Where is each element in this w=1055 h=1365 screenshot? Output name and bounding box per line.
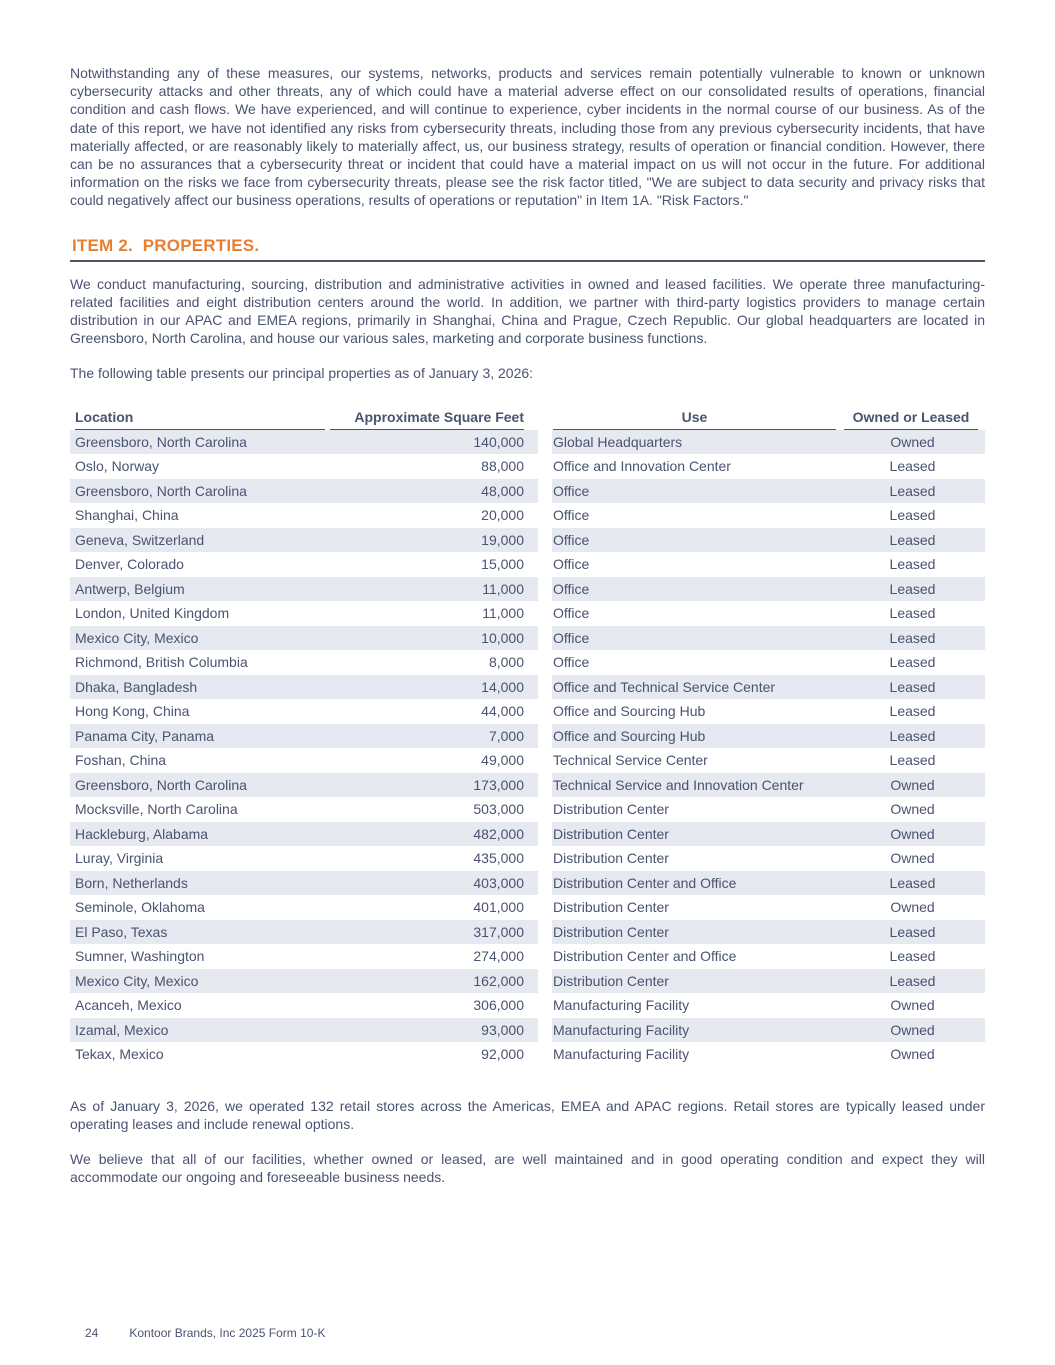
cell-spacer	[538, 969, 552, 994]
cell-own: Leased	[840, 577, 985, 602]
column-header-owned-or-leased: Owned or Leased	[840, 409, 985, 430]
table-row	[70, 601, 985, 626]
cell-use: Office and Technical Service Center	[552, 675, 840, 700]
cell-spacer	[538, 895, 552, 920]
table-row	[70, 1018, 985, 1043]
cell-use: Distribution Center	[553, 899, 669, 916]
cell-own: Owned	[840, 430, 985, 455]
item-2-properties-heading: ITEM 2. PROPERTIES.	[70, 236, 985, 262]
cell-own: Leased	[889, 605, 936, 622]
cell-loc: Mexico City, Mexico	[70, 969, 328, 994]
table-row	[70, 871, 985, 896]
table-row	[70, 846, 985, 871]
table-lead-paragraph: The following table presents our principal properties as of January 3, 2026:	[70, 365, 534, 382]
cell-sqft: 140,000	[328, 430, 538, 455]
cell-spacer	[538, 479, 552, 504]
cell-loc: Dhaka, Bangladesh	[70, 675, 328, 700]
cybersecurity-paragraph: Notwithstanding any of these measures, our systems, networks, products and services remain potentially vulnerable to known or unknown cybersecurity attacks and other threats, any of which could have a material adverse effect on our consolidated results of operations, financial condition and cash flows. We have experienced, and will continue to experience, cyber incidents in the normal course of our business. As of the date of this report, we have not identified any risks from cybersecurity threats, including those from any previous cybersecurity incidents, that have materially affected, or are reasonably likely to materially affect, us, our business strategy, results of operation or financial condition. However, there can be no assurances that a cybersecurity threat or incident that could have a material impact on us will not occur in the future. For additional information on the risks we face from cybersecurity threats, please see the risk factor titled, "We are subject to data security and privacy risks that could negatively affect our business operations, results of operations or reputation" in Item 1A. "Risk Factors."	[70, 65, 985, 209]
operations-paragraph: We conduct manufacturing, sourcing, distribution and administrative activities in owned and leased facilities. We operate three manufacturing-related facilities and eight distribution centers around the world. In addition, we partner with third-party logistics providers to manage certain distribution in our APAC and EMEA regions, primarily in Shanghai, China and Prague, Czech Republic. Our global headquarters are located in Greensboro, North Carolina, and house our various sales, marketing and corporate business functions.	[70, 275, 985, 347]
table-row	[70, 454, 985, 479]
cell-own: Leased	[840, 871, 985, 896]
cell-use: Manufacturing Facility	[552, 1018, 840, 1043]
properties-table-body	[70, 430, 985, 1067]
cell-loc: Tekax, Mexico	[75, 1046, 164, 1063]
cell-loc: Geneva, Switzerland	[70, 528, 328, 553]
column-header-use: Use	[552, 409, 840, 430]
cell-use: Distribution Center	[552, 822, 840, 847]
cell-sqft: 11,000	[482, 605, 524, 622]
cell-own: Owned	[890, 801, 935, 818]
cell-loc: London, United Kingdom	[75, 605, 230, 622]
table-row	[70, 773, 985, 798]
properties-table	[70, 409, 985, 1067]
cell-sqft: 49,000	[481, 752, 524, 769]
cell-spacer	[538, 1018, 552, 1043]
cell-own: Leased	[889, 556, 936, 573]
cell-spacer	[538, 1042, 552, 1067]
table-row	[70, 969, 985, 994]
cell-spacer	[538, 552, 552, 577]
cell-spacer	[538, 626, 552, 651]
table-row	[70, 1042, 985, 1067]
cell-sqft: 44,000	[481, 703, 524, 720]
cell-sqft: 19,000	[328, 528, 538, 553]
table-row	[70, 479, 985, 504]
cell-sqft: 93,000	[328, 1018, 538, 1043]
column-spacer	[538, 409, 552, 430]
cell-use: Office	[552, 479, 840, 504]
table-row	[70, 748, 985, 773]
cell-sqft: 7,000	[328, 724, 538, 749]
cell-own: Leased	[889, 703, 936, 720]
cell-loc: Born, Netherlands	[70, 871, 328, 896]
properties-table-header	[70, 409, 985, 430]
page-footer	[85, 1326, 325, 1340]
table-row	[70, 650, 985, 675]
cell-use: Distribution Center and Office	[553, 948, 737, 965]
cell-sqft: 435,000	[473, 850, 524, 867]
cell-sqft: 401,000	[473, 899, 524, 916]
cell-loc: Hackleburg, Alabama	[70, 822, 328, 847]
cell-use: Manufacturing Facility	[553, 997, 690, 1014]
cell-use: Global Headquarters	[552, 430, 840, 455]
table-row	[70, 920, 985, 945]
cell-own: Owned	[890, 1046, 935, 1063]
cell-loc: Foshan, China	[75, 752, 167, 769]
cell-own: Leased	[840, 626, 985, 651]
cell-spacer	[538, 748, 552, 773]
cell-spacer	[538, 601, 552, 626]
cell-loc: Richmond, British Columbia	[75, 654, 248, 671]
cell-loc: Luray, Virginia	[75, 850, 164, 867]
cell-own: Leased	[840, 528, 985, 553]
cell-loc: Greensboro, North Carolina	[70, 479, 328, 504]
cell-loc: Mocksville, North Carolina	[75, 801, 238, 818]
cell-spacer	[538, 920, 552, 945]
cell-spacer	[538, 577, 552, 602]
cell-use: Office	[552, 577, 840, 602]
cell-spacer	[538, 430, 552, 455]
cell-spacer	[538, 944, 552, 969]
cell-own: Leased	[889, 948, 936, 965]
cell-loc: Panama City, Panama	[70, 724, 328, 749]
cell-sqft: 20,000	[481, 507, 524, 524]
cell-own: Owned	[890, 850, 935, 867]
table-row	[70, 724, 985, 749]
table-row	[70, 944, 985, 969]
cell-loc: Seminole, Oklahoma	[75, 899, 205, 916]
cell-use: Office	[553, 556, 590, 573]
cell-own: Owned	[840, 1018, 985, 1043]
cell-spacer	[538, 675, 552, 700]
cell-spacer	[538, 528, 552, 553]
cell-own: Leased	[840, 724, 985, 749]
cell-use: Office	[553, 507, 590, 524]
cell-loc: Denver, Colorado	[75, 556, 184, 573]
cell-sqft: 403,000	[328, 871, 538, 896]
table-row	[70, 993, 985, 1018]
cell-own: Owned	[840, 773, 985, 798]
cell-use: Distribution Center	[553, 850, 669, 867]
cell-own: Owned	[890, 997, 935, 1014]
cell-own: Leased	[840, 675, 985, 700]
cell-loc: Greensboro, North Carolina	[70, 773, 328, 798]
cell-use: Office and Sourcing Hub	[552, 724, 840, 749]
cell-spacer	[538, 503, 552, 528]
cell-use: Manufacturing Facility	[553, 1046, 690, 1063]
cell-loc: Antwerp, Belgium	[70, 577, 328, 602]
cell-spacer	[538, 993, 552, 1018]
cell-spacer	[538, 871, 552, 896]
cell-sqft: 162,000	[328, 969, 538, 994]
cell-loc: Izamal, Mexico	[70, 1018, 328, 1043]
cell-use: Technical Service and Innovation Center	[552, 773, 840, 798]
table-row	[70, 797, 985, 822]
cell-own: Leased	[840, 920, 985, 945]
table-row	[70, 675, 985, 700]
cell-sqft: 48,000	[328, 479, 538, 504]
document-title: Kontoor Brands, Inc 2025 Form 10-K	[129, 1326, 326, 1340]
cell-use: Distribution Center	[552, 969, 840, 994]
cell-own: Leased	[889, 654, 936, 671]
table-row	[70, 577, 985, 602]
table-row	[70, 626, 985, 651]
cell-spacer	[538, 650, 552, 675]
table-row	[70, 699, 985, 724]
cell-use: Office	[552, 626, 840, 651]
column-header-square-feet: Approximate Square Feet	[328, 409, 538, 430]
cell-use: Office and Sourcing Hub	[553, 703, 706, 720]
cell-own: Leased	[840, 479, 985, 504]
cell-sqft: 274,000	[473, 948, 524, 965]
cell-own: Leased	[889, 458, 936, 475]
table-row	[70, 895, 985, 920]
cell-sqft: 8,000	[488, 654, 524, 671]
cell-sqft: 11,000	[328, 577, 538, 602]
cell-spacer	[538, 454, 552, 479]
page-number: 24	[85, 1326, 99, 1340]
cell-own: Leased	[889, 507, 936, 524]
cell-loc: Acanceh, Mexico	[75, 997, 182, 1014]
table-row	[70, 552, 985, 577]
cell-spacer	[538, 797, 552, 822]
table-row	[70, 822, 985, 847]
cell-sqft: 14,000	[328, 675, 538, 700]
cell-loc: Mexico City, Mexico	[70, 626, 328, 651]
facilities-condition-paragraph: We believe that all of our facilities, whether owned or leased, are well maintained and in good operating condition and expect they will accommodate our ongoing and foreseeable business needs.	[70, 1151, 985, 1186]
cell-loc: Greensboro, North Carolina	[70, 430, 328, 455]
table-row	[70, 528, 985, 553]
cell-own: Owned	[840, 822, 985, 847]
cell-spacer	[538, 773, 552, 798]
cell-sqft: 503,000	[473, 801, 524, 818]
cell-loc: Oslo, Norway	[75, 458, 160, 475]
cell-use: Distribution Center and Office	[552, 871, 840, 896]
cell-sqft: 173,000	[328, 773, 538, 798]
cell-loc: El Paso, Texas	[70, 920, 328, 945]
column-header-location: Location	[70, 409, 328, 430]
cell-sqft: 10,000	[328, 626, 538, 651]
cell-use: Technical Service Center	[553, 752, 708, 769]
cell-use: Distribution Center	[553, 801, 669, 818]
cell-use: Office	[552, 528, 840, 553]
cell-loc: Shanghai, China	[75, 507, 179, 524]
table-row	[70, 430, 985, 455]
cell-use: Office	[553, 654, 590, 671]
cell-spacer	[538, 699, 552, 724]
cell-loc: Hong Kong, China	[75, 703, 190, 720]
cell-own: Leased	[840, 969, 985, 994]
cell-sqft: 482,000	[328, 822, 538, 847]
cell-sqft: 88,000	[481, 458, 524, 475]
cell-sqft: 306,000	[473, 997, 524, 1014]
retail-stores-paragraph: As of January 3, 2026, we operated 132 retail stores across the Americas, EMEA and APAC regions. Retail stores are typically leased under operating leases and include renewal options.	[70, 1097, 985, 1132]
table-row	[70, 503, 985, 528]
cell-loc: Sumner, Washington	[75, 948, 205, 965]
cell-own: Owned	[890, 899, 935, 916]
cell-spacer	[538, 822, 552, 847]
cell-spacer	[538, 846, 552, 871]
cell-sqft: 92,000	[481, 1046, 524, 1063]
cell-own: Leased	[889, 752, 936, 769]
cell-sqft: 15,000	[481, 556, 524, 573]
cell-sqft: 317,000	[328, 920, 538, 945]
cell-use: Office	[553, 605, 590, 622]
cell-use: Distribution Center	[552, 920, 840, 945]
cell-use: Office and Innovation Center	[553, 458, 731, 475]
cell-spacer	[538, 724, 552, 749]
